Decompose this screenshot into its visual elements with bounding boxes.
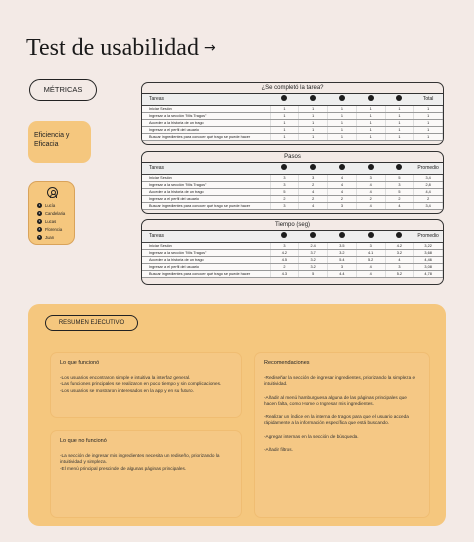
- table-row: [142, 195, 443, 202]
- value-cell: 3.2: [299, 263, 328, 270]
- value-cell: 4.2: [385, 242, 414, 249]
- table-header-row: Tareas Total: [142, 94, 443, 105]
- table-header-row: Tareas Promedio: [142, 163, 443, 174]
- value-cell: 2: [299, 195, 328, 202]
- value-cell: 4.4: [328, 270, 357, 277]
- value-cell: 1: [356, 112, 385, 119]
- user-1-dot-icon: [281, 232, 287, 238]
- value-cell: 5: [299, 270, 328, 277]
- task-cell: Ingresar a el perfil del usuario: [142, 126, 270, 133]
- value-cell: 4: [356, 202, 385, 209]
- eficiencia-eficacia-box: Eficiencia y Eficacia: [28, 121, 91, 163]
- value-cell: 4.5: [270, 256, 299, 263]
- recommendation-item: -Añadir al menú hamburguesa alguna de las páginas principales que hacen falta, como Home o Ingresar mis ingredientes.: [264, 394, 407, 406]
- value-cell: 4: [299, 202, 328, 209]
- not-worked-item: -La sección de ingresar mis ingredientes necesita un rediseño, priorizando la intuitividad y simpleza.: [60, 453, 220, 465]
- user-item: 4 Florencia: [38, 226, 63, 232]
- value-cell: 4.2: [270, 249, 299, 256]
- value-cell: 4,4: [414, 188, 443, 195]
- value-cell: 4.3: [270, 270, 299, 277]
- value-cell: 1: [414, 126, 443, 133]
- value-cell: 4: [356, 188, 385, 195]
- value-cell: 1: [385, 133, 414, 140]
- value-cell: 3.2: [328, 249, 357, 256]
- value-cell: 2: [356, 195, 385, 202]
- table-title: Tiempo (seg): [142, 220, 443, 231]
- user-5-dot-icon: [396, 232, 402, 238]
- value-cell: 1: [270, 133, 299, 140]
- task-cell: Acceder a la historia de un trago: [142, 119, 270, 126]
- value-cell: 3: [328, 202, 357, 209]
- value-cell: 2: [328, 195, 357, 202]
- value-cell: 2: [414, 195, 443, 202]
- user-icon: [47, 187, 58, 198]
- recommendation-item: -Agregar internas en la sección de búsqueda.: [264, 433, 359, 439]
- value-cell: 1: [270, 119, 299, 126]
- user-4-dot-icon: [368, 164, 374, 170]
- value-cell: 4: [356, 263, 385, 270]
- value-cell: 1: [328, 126, 357, 133]
- value-cell: 1: [356, 126, 385, 133]
- value-cell: 1: [414, 133, 443, 140]
- recommendations-title: Recomendaciones: [264, 360, 310, 366]
- value-cell: 3.2: [385, 249, 414, 256]
- user-3-dot-icon: [339, 232, 345, 238]
- resumen-label: RESUMEN EJECUTIVO: [45, 315, 138, 331]
- user-5-dot-icon: [396, 164, 402, 170]
- value-cell: 3: [356, 242, 385, 249]
- resumen-ejecutivo-panel: [28, 304, 446, 526]
- value-cell: 3: [299, 174, 328, 181]
- user-number-badge: 1: [38, 202, 41, 207]
- user-item: 5 Juan: [38, 234, 55, 240]
- user-1-dot-icon: [281, 95, 287, 101]
- task-cell: Ingresar a la sección "Mis Tragos": [142, 249, 270, 256]
- value-cell: 1: [414, 105, 443, 112]
- value-cell: 3.7: [299, 249, 328, 256]
- value-cell: 2: [385, 195, 414, 202]
- user-1-dot-icon: [281, 164, 287, 170]
- task-cell: Ingresar a el perfil del usuario: [142, 263, 270, 270]
- worked-item: -Los usuarios encontraron simple e intuitiva la interfaz general.: [60, 375, 191, 380]
- value-cell: 3: [270, 181, 299, 188]
- table-row: [142, 133, 443, 140]
- value-cell: 1: [356, 133, 385, 140]
- user-4-dot-icon: [368, 95, 374, 101]
- value-cell: 5.2: [385, 270, 414, 277]
- user-number-badge: 3: [38, 218, 41, 223]
- value-cell: 1: [299, 105, 328, 112]
- value-cell: 1: [328, 133, 357, 140]
- value-cell: 3: [270, 202, 299, 209]
- recommendation-item: -Realizar un índice en la interna de tragos para que el usuario acceda rápidamente a la información específica que está buscando.: [264, 414, 409, 426]
- table-row: [142, 270, 443, 277]
- table-row: [142, 188, 443, 195]
- value-cell: 3,22: [414, 242, 443, 249]
- task-cell: Ingresar a la sección "Mis Tragos": [142, 112, 270, 119]
- worked-item: -Los usuarios se mostraron interesados en la app y en su futuro.: [60, 387, 194, 393]
- value-cell: 1: [385, 126, 414, 133]
- value-cell: 2: [270, 195, 299, 202]
- user-number-badge: 2: [38, 210, 41, 215]
- value-cell: 1: [270, 126, 299, 133]
- worked-item: -Las funciones principales se realizaron en poco tiempo y sin complicaciones.: [60, 381, 222, 387]
- table-row: [142, 112, 443, 119]
- value-cell: 3: [270, 242, 299, 249]
- value-cell: 3,08: [414, 263, 443, 270]
- user-3-dot-icon: [339, 164, 345, 170]
- value-cell: 3: [385, 181, 414, 188]
- table-row: [142, 263, 443, 270]
- metricas-label: MÉTRICAS: [29, 79, 97, 101]
- table-row: [142, 119, 443, 126]
- value-cell: 4: [356, 270, 385, 277]
- value-cell: 1: [385, 119, 414, 126]
- user-2-dot-icon: [310, 95, 316, 101]
- task-cell: Ingresar a la sección "Mis Tragos": [142, 181, 270, 188]
- not-worked-item: -El menú principal prescinde de algunas páginas principales.: [60, 465, 187, 471]
- value-cell: 2: [270, 263, 299, 270]
- value-cell: 1: [328, 105, 357, 112]
- steps-table: [141, 151, 444, 214]
- value-cell: 4: [385, 256, 414, 263]
- recommendation-item: -Añadir filtros.: [264, 447, 293, 453]
- value-cell: 3: [356, 174, 385, 181]
- value-cell: 1: [414, 119, 443, 126]
- value-cell: 4: [328, 188, 357, 195]
- value-cell: 3.5: [328, 242, 357, 249]
- not-worked-title: Lo que no funcionó: [60, 438, 107, 444]
- user-number-badge: 5: [38, 234, 41, 239]
- recommendation-item: -Rediseñar la sección de ingresar ingredientes, priorizando la simpleza e intuitividad.: [264, 375, 416, 387]
- user-5-dot-icon: [396, 95, 402, 101]
- task-cell: Iniciar Sesión: [142, 174, 270, 181]
- task-cell: Acceder a la historia de un trago: [142, 188, 270, 195]
- value-cell: 1: [328, 119, 357, 126]
- value-cell: 1: [299, 112, 328, 119]
- arrow-right-icon[interactable]: →: [203, 40, 216, 56]
- value-cell: 2,8: [414, 181, 443, 188]
- recommendations-card: [254, 352, 430, 518]
- value-cell: 1: [270, 105, 299, 112]
- value-cell: 3: [270, 174, 299, 181]
- time-table: [141, 219, 444, 285]
- table-row: [142, 202, 443, 209]
- table-row: [142, 249, 443, 256]
- user-list: [37, 201, 65, 241]
- table-header-row: Tareas Promedio: [142, 231, 443, 242]
- worked-title: Lo que funcionó: [60, 360, 100, 366]
- users-legend: [28, 181, 75, 245]
- task-cell: Iniciar Sesión: [142, 242, 270, 249]
- value-cell: 4,78: [414, 270, 443, 277]
- value-cell: 1: [356, 105, 385, 112]
- value-cell: 4: [299, 188, 328, 195]
- value-cell: 5: [385, 174, 414, 181]
- value-cell: 1: [385, 105, 414, 112]
- value-cell: 5.2: [356, 256, 385, 263]
- value-cell: 4.1: [356, 249, 385, 256]
- table-row: [142, 242, 443, 249]
- table-row: [142, 256, 443, 263]
- task-cell: Buscar ingredientes para conocer qué trago se puede hacer: [142, 270, 270, 277]
- value-cell: 4: [328, 181, 357, 188]
- value-cell: 5: [385, 188, 414, 195]
- user-2-dot-icon: [310, 232, 316, 238]
- table-row: [142, 174, 443, 181]
- user-number-badge: 4: [38, 226, 41, 231]
- table-row: [142, 126, 443, 133]
- task-cell: Acceder a la historia de un trago: [142, 256, 270, 263]
- value-cell: 3: [385, 263, 414, 270]
- table-title: Pasos: [142, 152, 443, 163]
- value-cell: 3,68: [414, 249, 443, 256]
- value-cell: 4,46: [414, 256, 443, 263]
- value-cell: 1: [328, 112, 357, 119]
- not-worked-card: [50, 430, 242, 518]
- value-cell: 3,4: [414, 202, 443, 209]
- user-3-dot-icon: [339, 95, 345, 101]
- user-item: 1 Lucía: [38, 202, 56, 208]
- value-cell: 4: [328, 174, 357, 181]
- value-cell: 1: [414, 112, 443, 119]
- value-cell: 1: [385, 112, 414, 119]
- value-cell: 1: [299, 119, 328, 126]
- value-cell: 4: [356, 181, 385, 188]
- task-cell: Buscar ingredientes para conocer qué trago se puede hacer: [142, 133, 270, 140]
- value-cell: 3.2: [299, 256, 328, 263]
- user-item: 2 Candelaria: [38, 210, 66, 216]
- user-4-dot-icon: [368, 232, 374, 238]
- value-cell: 1: [299, 133, 328, 140]
- completion-table: [141, 82, 444, 145]
- value-cell: 1: [356, 119, 385, 126]
- user-2-dot-icon: [310, 164, 316, 170]
- table-title: ¿Se completó la tarea?: [142, 83, 443, 94]
- value-cell: 3,4: [414, 174, 443, 181]
- value-cell: 5: [270, 188, 299, 195]
- table-row: [142, 105, 443, 112]
- task-cell: Ingresar a el perfil del usuario: [142, 195, 270, 202]
- user-item: 3 Lucas: [38, 218, 57, 224]
- task-cell: Iniciar Sesión: [142, 105, 270, 112]
- value-cell: 1: [270, 112, 299, 119]
- task-cell: Buscar ingredientes para conocer qué trago se puede hacer: [142, 202, 270, 209]
- value-cell: 4: [385, 202, 414, 209]
- worked-card: [50, 352, 242, 418]
- value-cell: 2.4: [299, 242, 328, 249]
- value-cell: 5.4: [328, 256, 357, 263]
- value-cell: 3: [328, 263, 357, 270]
- value-cell: 2: [299, 181, 328, 188]
- page-title: Test de usabilidad →: [26, 35, 216, 61]
- value-cell: 1: [299, 126, 328, 133]
- table-row: [142, 181, 443, 188]
